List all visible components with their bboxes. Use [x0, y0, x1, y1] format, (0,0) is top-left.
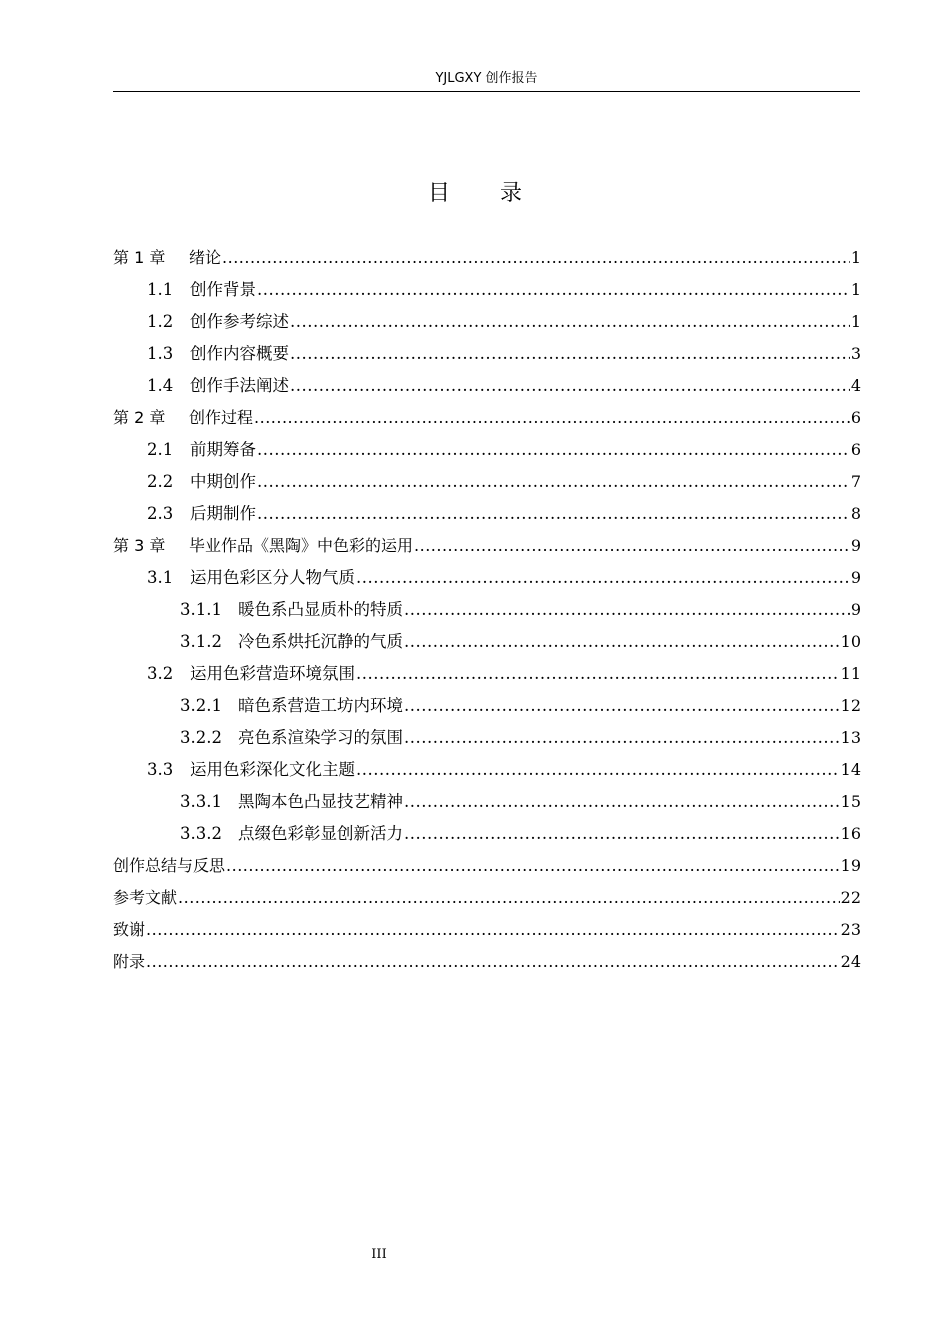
toc-entry-label: 创作内容概要 — [190, 344, 289, 363]
dot-leader — [290, 307, 850, 337]
table-of-contents — [113, 243, 861, 979]
toc-entry-page: 1 — [850, 280, 861, 299]
toc-entry-label: 创作过程 — [189, 408, 254, 427]
toc-entry-label: 冷色系烘托沉静的气质 — [238, 632, 403, 651]
toc-entry[interactable] — [113, 595, 861, 627]
toc-entry-label: 致谢 — [113, 920, 146, 939]
toc-entry-page: 10 — [840, 632, 861, 651]
toc-title-char-2: 录 — [500, 181, 523, 206]
toc-entry-page: 16 — [840, 824, 861, 843]
toc-entry[interactable] — [113, 723, 861, 755]
toc-entry-page: 1 — [850, 312, 861, 331]
toc-entry[interactable] — [113, 403, 861, 435]
toc-entry-number: 3.3.1 — [180, 792, 222, 811]
toc-entry[interactable] — [113, 467, 861, 499]
toc-entry[interactable] — [113, 947, 861, 979]
toc-title-char-1: 目 — [427, 181, 450, 206]
toc-entry-page: 19 — [840, 856, 861, 875]
toc-entry-label: 创作背景 — [190, 280, 256, 299]
toc-entry-label: 点缀色彩彰显创新活力 — [238, 824, 403, 843]
toc-entry[interactable] — [113, 339, 861, 371]
toc-entry[interactable] — [113, 243, 861, 275]
toc-entry-number: 1.3 — [147, 344, 174, 363]
toc-entry-number: 3.1.1 — [180, 600, 222, 619]
toc-entry-page: 23 — [840, 920, 861, 939]
toc-entry-number: 2.3 — [147, 504, 174, 523]
toc-entry-number: 3.2.2 — [180, 728, 222, 747]
page-footer — [0, 1247, 758, 1262]
toc-entry[interactable] — [113, 499, 861, 531]
dot-leader — [414, 531, 850, 561]
toc-entry-page: 9 — [850, 600, 861, 619]
toc-entry-number: 第 1 章 — [113, 248, 166, 267]
toc-entry[interactable] — [113, 627, 861, 659]
toc-entry-page: 9 — [850, 568, 861, 587]
dot-leader — [404, 627, 840, 657]
toc-entry-page: 24 — [840, 952, 861, 971]
toc-entry[interactable] — [113, 371, 861, 403]
dot-leader — [257, 467, 850, 497]
toc-entry-label: 运用色彩营造环境氛围 — [190, 664, 355, 683]
dot-leader — [290, 371, 850, 401]
toc-entry-page: 8 — [850, 504, 861, 523]
toc-entry-number: 3.3.2 — [180, 824, 222, 843]
toc-entry-label: 亮色系渲染学习的氛围 — [238, 728, 403, 747]
toc-entry[interactable] — [113, 755, 861, 787]
dot-leader — [257, 275, 850, 305]
toc-entry[interactable] — [113, 531, 861, 563]
toc-entry-label: 运用色彩深化文化主题 — [190, 760, 355, 779]
dot-leader — [404, 819, 840, 849]
toc-entry-number: 3.2.1 — [180, 696, 222, 715]
dot-leader — [356, 563, 850, 593]
toc-entry-label: 创作参考综述 — [190, 312, 289, 331]
toc-entry-number: 1.2 — [147, 312, 174, 331]
toc-entry-number: 第 3 章 — [113, 536, 166, 555]
toc-entry-page: 7 — [850, 472, 861, 491]
page-number: III — [371, 1247, 387, 1262]
header-text: YJLGXY 创作报告 — [435, 71, 538, 86]
toc-entry-number: 3.3 — [147, 760, 174, 779]
toc-entry[interactable] — [113, 787, 861, 819]
dot-leader — [290, 339, 850, 369]
toc-entry-page: 4 — [850, 376, 861, 395]
toc-entry-label: 前期筹备 — [190, 440, 256, 459]
toc-entry-label: 中期创作 — [190, 472, 256, 491]
dot-leader — [257, 499, 850, 529]
toc-entry-page: 14 — [840, 760, 861, 779]
toc-entry-label: 毕业作品《黑陶》中色彩的运用 — [189, 536, 414, 555]
toc-entry[interactable] — [113, 883, 861, 915]
dot-leader — [356, 659, 840, 689]
toc-entry-page: 22 — [840, 888, 861, 907]
toc-entry-page: 13 — [840, 728, 861, 747]
toc-entry-page: 9 — [850, 536, 861, 555]
toc-title — [0, 177, 950, 211]
toc-entry-label: 运用色彩区分人物气质 — [190, 568, 355, 587]
toc-entry-number: 3.1 — [147, 568, 174, 587]
toc-entry[interactable] — [113, 819, 861, 851]
toc-entry-number: 3.2 — [147, 664, 174, 683]
toc-entry-number: 1.4 — [147, 376, 174, 395]
dot-leader — [404, 723, 840, 753]
toc-entry-number: 2.1 — [147, 440, 174, 459]
toc-entry-number: 3.1.2 — [180, 632, 222, 651]
toc-entry[interactable] — [113, 659, 861, 691]
dot-leader — [178, 883, 840, 913]
toc-entry-number: 第 2 章 — [113, 408, 166, 427]
toc-entry-label: 附录 — [113, 952, 146, 971]
toc-entry-label: 黑陶本色凸显技艺精神 — [238, 792, 403, 811]
toc-entry-label: 暗色系营造工坊内环境 — [238, 696, 403, 715]
toc-entry[interactable] — [113, 275, 861, 307]
toc-entry-page: 15 — [840, 792, 861, 811]
toc-entry-page: 3 — [850, 344, 861, 363]
toc-entry-number: 1.1 — [147, 280, 174, 299]
dot-leader — [404, 787, 840, 817]
toc-entry[interactable] — [113, 915, 861, 947]
toc-entry-label: 绪论 — [189, 248, 222, 267]
toc-entry-page: 12 — [840, 696, 861, 715]
toc-entry-label: 创作总结与反思 — [113, 856, 226, 875]
toc-entry[interactable] — [113, 307, 861, 339]
dot-leader — [226, 851, 840, 881]
dot-leader — [222, 243, 850, 273]
toc-entry-label: 暖色系凸显质朴的特质 — [238, 600, 403, 619]
dot-leader — [356, 755, 840, 785]
dot-leader — [146, 947, 840, 977]
dot-leader — [146, 915, 840, 945]
toc-entry[interactable] — [113, 691, 861, 723]
page-header — [113, 68, 860, 92]
toc-entry[interactable] — [113, 435, 861, 467]
toc-entry-number: 2.2 — [147, 472, 174, 491]
dot-leader — [257, 435, 850, 465]
toc-entry-page: 6 — [850, 440, 861, 459]
toc-entry-label: 参考文献 — [113, 888, 178, 907]
toc-entry-page: 1 — [850, 248, 861, 267]
toc-entry[interactable] — [113, 563, 861, 595]
dot-leader — [404, 595, 850, 625]
toc-entry-label: 创作手法阐述 — [190, 376, 289, 395]
dot-leader — [254, 403, 850, 433]
toc-entry[interactable] — [113, 851, 861, 883]
dot-leader — [404, 691, 840, 721]
toc-entry-page: 6 — [850, 408, 861, 427]
toc-entry-page: 11 — [840, 664, 861, 683]
toc-entry-label: 后期制作 — [190, 504, 256, 523]
